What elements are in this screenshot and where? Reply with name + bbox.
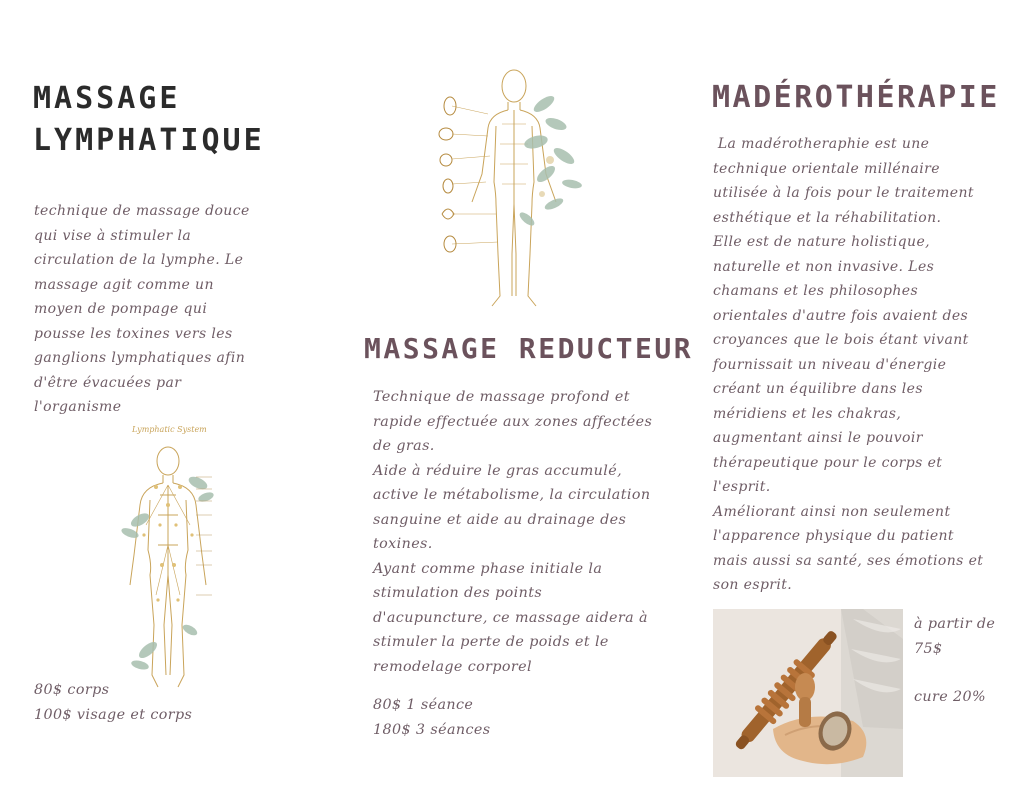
text-line: moyen de pompage qui: [34, 301, 208, 317]
price-line: 80$ corps: [34, 682, 110, 698]
text-line: circulation de la lymphe. Le: [34, 252, 244, 268]
text-line: utilisée à la fois pour le traitement: [713, 185, 974, 201]
text-line: mais aussi sa santé, ses émotions et: [713, 552, 984, 569]
text-line: l'organisme: [34, 399, 122, 415]
maderotherapie-description: [713, 132, 983, 598]
text-line: qui vise à stimuler la: [34, 227, 192, 244]
text-line: Technique de massage profond et: [373, 389, 630, 405]
lymphatic-description: [34, 199, 250, 420]
text-line: Améliorant ainsi non seulement: [713, 503, 951, 520]
acupuncture-body-illustration: [432, 64, 597, 314]
text-line: d'être évacuées par: [34, 374, 182, 391]
text-line: d'acupuncture, ce massage aidera à: [373, 609, 648, 626]
text-line: l'esprit.: [713, 479, 771, 495]
text-line: massage agit comme un: [34, 276, 214, 293]
title-massage-lymphatique: [33, 78, 265, 162]
cure-label: cure 20%: [914, 689, 987, 705]
text-line: esthétique et la réhabilitation.: [713, 209, 942, 226]
text-line: ganglions lymphatiques afin: [34, 350, 246, 366]
text-line: Aide à réduire le gras accumulé,: [373, 462, 623, 479]
text-line: fournissait un niveau d'énergie: [713, 356, 947, 373]
text-line: technique orientale millénaire: [713, 160, 940, 177]
title-maderotherapie: MADÉROTHÉRAPIE: [712, 80, 1000, 115]
wooden-roller-icon: [713, 609, 903, 777]
reducteur-prices: [373, 693, 491, 742]
text-line: toxines.: [373, 536, 433, 552]
text-line: l'apparence physique du patient: [713, 528, 954, 544]
text-line: augmentant ainsi le pouvoir: [713, 430, 923, 446]
reducteur-description: [373, 385, 652, 679]
price-from-label: à partir de: [914, 616, 996, 632]
wooden-massage-tools-photo: [713, 609, 903, 777]
text-line: chamans et les philosophes: [713, 283, 919, 299]
text-line: de gras.: [373, 438, 435, 454]
text-line: sanguine et aide au drainage des: [373, 511, 627, 528]
text-line: Ayant comme phase initiale la: [373, 560, 603, 577]
text-line: orientales d'autre fois avaient des: [713, 307, 969, 324]
text-line: active le métabolisme, la circulation: [373, 487, 651, 503]
maderotherapie-cure: [914, 685, 986, 710]
diagram-caption: Lymphatic System: [132, 425, 207, 434]
text-line: La madérotheraphie est une: [713, 136, 930, 152]
text-line: stimulation des points: [373, 585, 543, 601]
price-line: 100$ visage et corps: [34, 706, 193, 723]
title-line-2: LYMPHATIQUE: [33, 123, 265, 158]
lymphatic-system-illustration: [100, 425, 250, 700]
text-line: son esprit.: [713, 577, 793, 593]
text-line: technique de massage douce: [34, 203, 250, 219]
title-line-1: MASSAGE: [33, 81, 181, 116]
price-line: 180$ 3 séances: [373, 721, 491, 738]
lymphatic-prices: [34, 678, 192, 727]
text-line: rapide effectuée aux zones affectées: [373, 413, 653, 430]
price-line: 80$ 1 séance: [373, 697, 474, 713]
text-line: créant un équilibre dans les: [713, 381, 923, 397]
text-line: méridiens et les chakras,: [713, 405, 902, 422]
text-line: remodelage corporel: [373, 658, 533, 675]
text-line: pousse les toxines vers les: [34, 325, 233, 342]
acupuncture-figure-icon: [432, 64, 597, 314]
body-figure-icon: [100, 425, 250, 700]
price-value: 75$: [914, 640, 943, 657]
text-line: naturelle et non invasive. Les: [713, 258, 935, 275]
maderotherapie-price: [914, 612, 995, 661]
text-line: stimuler la perte de poids et le: [373, 634, 609, 650]
title-massage-reducteur: MASSAGE REDUCTEUR: [364, 332, 694, 365]
text-line: thérapeutique pour le corps et: [713, 454, 943, 471]
text-line: Elle est de nature holistique,: [713, 234, 930, 250]
text-line: croyances que le bois étant vivant: [713, 332, 969, 348]
